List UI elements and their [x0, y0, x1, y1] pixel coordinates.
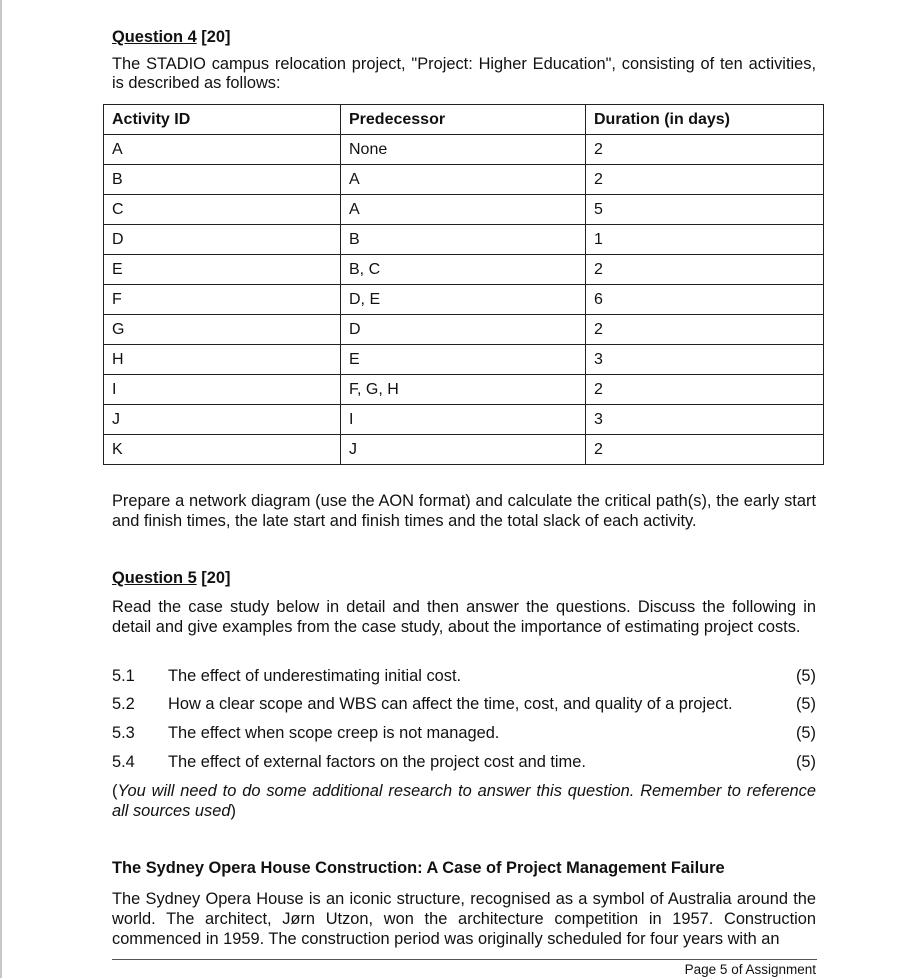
table-row [104, 225, 824, 255]
cell-duration: 2 [586, 375, 824, 405]
table-row [104, 285, 824, 315]
cell-predecessor: None [341, 135, 586, 165]
sub-question-text: The effect when scope creep is not managed. [168, 724, 500, 742]
cell-activity-id: H [104, 345, 341, 375]
header-activity-id: Activity ID [104, 105, 341, 135]
page-footer: Page 5 of Assignment [684, 962, 816, 977]
cell-activity-id: E [104, 255, 341, 285]
question-4-instruction: Prepare a network diagram (use the AON format) and calculate the critical path(s), the early start and finish times, the late start and finish times and the total slack of each activity. [112, 492, 816, 530]
cell-predecessor: F, G, H [341, 375, 586, 405]
question-4-block [112, 28, 816, 94]
cell-predecessor: I [341, 405, 586, 435]
question-5-intro: Read the case study below in detail and then answer the questions. Discuss the following in detail and give examples from the case study, about the importance of estimating project costs. [112, 598, 816, 636]
question-5-marks: [20] [201, 569, 231, 587]
cell-predecessor: B [341, 225, 586, 255]
note-text: You will need to do some additional research to answer this question. Remember to reference all sources used [112, 782, 816, 820]
table-row [104, 345, 824, 375]
table-row [104, 435, 824, 465]
cell-activity-id: C [104, 195, 341, 225]
sub-question-mark: (5) [795, 695, 816, 713]
table-row [104, 375, 824, 405]
table-row [104, 315, 824, 345]
cell-predecessor: B, C [341, 255, 586, 285]
sub-question-mark: (5) [795, 724, 816, 742]
cell-activity-id: G [104, 315, 341, 345]
sub-question-number: 5.1 [112, 667, 135, 685]
cell-duration: 5 [586, 195, 824, 225]
question-4-title: Question 4 [112, 28, 197, 46]
header-predecessor: Predecessor [341, 105, 586, 135]
note-close-paren: ) [230, 801, 236, 820]
cell-activity-id: I [104, 375, 341, 405]
header-duration: Duration (in days) [586, 105, 824, 135]
cell-duration: 3 [586, 405, 824, 435]
sub-question-number: 5.2 [112, 695, 135, 713]
cell-duration: 3 [586, 345, 824, 375]
table-row [104, 135, 824, 165]
cell-activity-id: F [104, 285, 341, 315]
sub-question-number: 5.4 [112, 753, 135, 771]
cell-duration: 2 [586, 255, 824, 285]
cell-duration: 2 [586, 435, 824, 465]
cell-predecessor: D, E [341, 285, 586, 315]
cell-activity-id: J [104, 405, 341, 435]
cell-duration: 2 [586, 165, 824, 195]
table-header-row [104, 105, 824, 135]
cell-duration: 2 [586, 135, 824, 165]
sub-question-number: 5.3 [112, 724, 135, 742]
footer-divider [112, 959, 817, 960]
cell-duration: 2 [586, 315, 824, 345]
question-5-title: Question 5 [112, 569, 197, 587]
sub-question-text: The effect of external factors on the project cost and time. [168, 753, 586, 771]
cell-predecessor: E [341, 345, 586, 375]
question-4-heading [112, 28, 816, 48]
cell-predecessor: A [341, 165, 586, 195]
cell-duration: 6 [586, 285, 824, 315]
question-4-marks: [20] [201, 28, 231, 46]
cell-activity-id: K [104, 435, 341, 465]
sub-question-mark: (5) [795, 753, 816, 771]
note-open-paren: ( [112, 782, 118, 800]
question-4-intro: The STADIO campus relocation project, "Project: Higher Education", consisting of ten activities, is described as follows: [112, 54, 816, 92]
case-study-title: The Sydney Opera House Construction: A Case of Project Management Failure [112, 859, 725, 877]
cell-activity-id: D [104, 225, 341, 255]
sub-question-mark: (5) [795, 667, 816, 685]
page-left-border [0, 0, 2, 978]
table-row [104, 405, 824, 435]
cell-duration: 1 [586, 225, 824, 255]
table-row [104, 165, 824, 195]
cell-predecessor: D [341, 315, 586, 345]
case-study-body: The Sydney Opera House is an iconic structure, recognised as a symbol of Australia around the world. The architect, Jørn Utzon, won the architecture competition in 1957. Construction commenced in 1959. The construction period was originally scheduled for four years with an [112, 890, 816, 948]
sub-question-text: How a clear scope and WBS can affect the time, cost, and quality of a project. [168, 695, 733, 713]
cell-predecessor: A [341, 195, 586, 225]
table-row [104, 255, 824, 285]
question-5-heading [112, 569, 230, 588]
activity-table [103, 104, 824, 465]
sub-question-text: The effect of underestimating initial cost. [168, 667, 462, 685]
research-note [112, 782, 816, 821]
cell-activity-id: A [104, 135, 341, 165]
cell-predecessor: J [341, 435, 586, 465]
cell-activity-id: B [104, 165, 341, 195]
table-row [104, 195, 824, 225]
